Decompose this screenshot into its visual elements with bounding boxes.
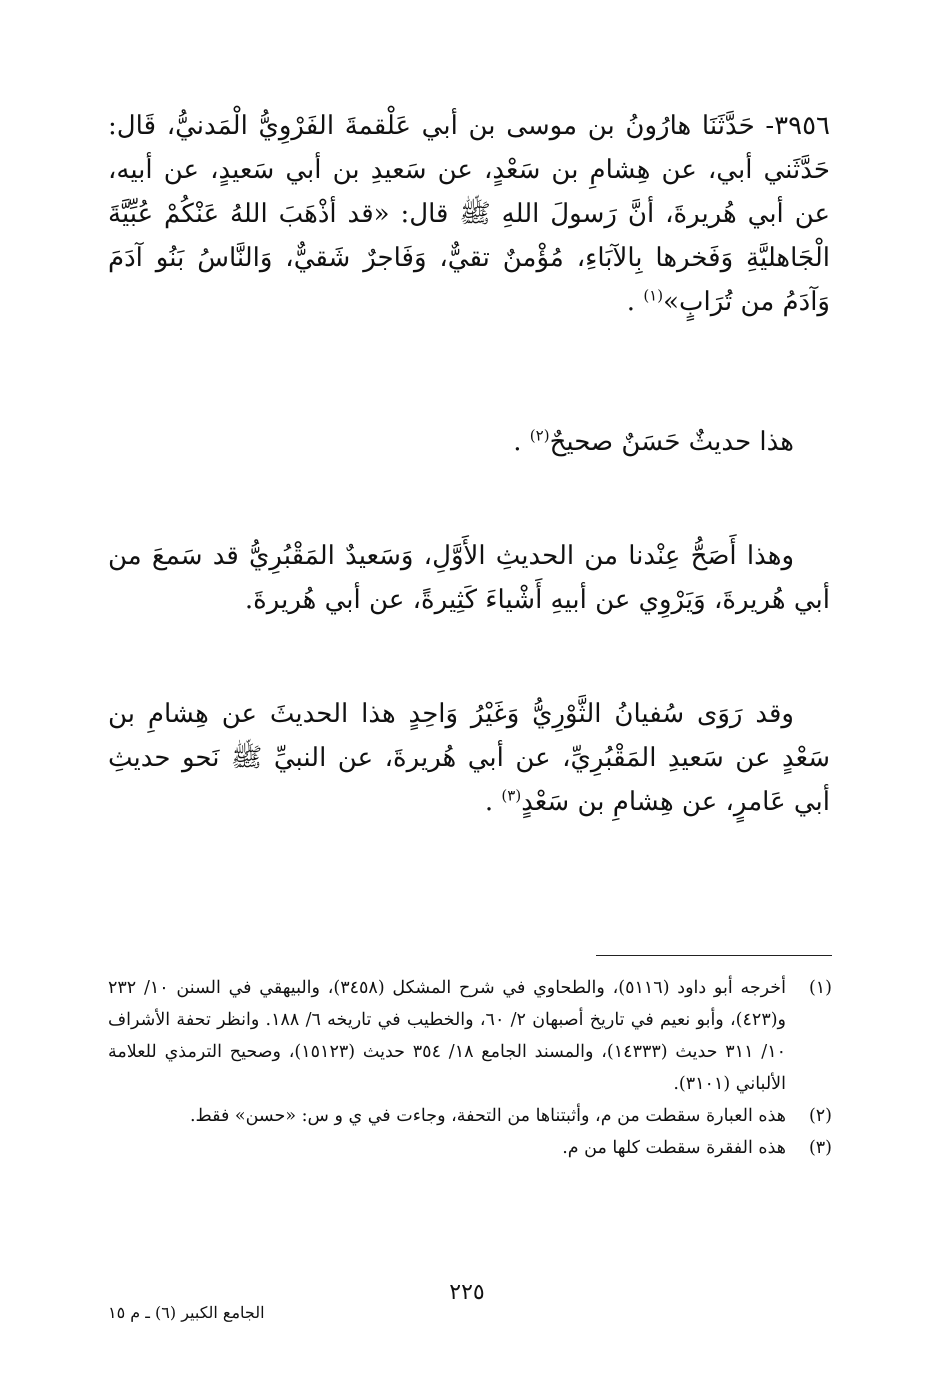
- footnote-ref-1: (١): [643, 286, 664, 305]
- page-number: ٢٢٥: [449, 1280, 485, 1305]
- footnote-item: [108, 972, 832, 1100]
- grading-trailing: .: [513, 427, 530, 457]
- riwaya-trailing: .: [484, 787, 502, 817]
- footnote-number: (١): [808, 978, 832, 998]
- hadith-trailing: .: [626, 287, 644, 317]
- riwaya-paragraph: [108, 692, 830, 824]
- footnote-number: (٣): [808, 1138, 832, 1158]
- grading-text: هذا حديثٌ حَسَنٌ صحيحٌ: [549, 427, 794, 457]
- hadith-text: ٣٩٥٦- حَدَّثَنَا هارُونُ بن موسى بن أبي عَلْقمةَ الفَرْوِيُّ الْمَدنيُّ، قَال: حَدَّثَني أبي، عن هِشامِ بن سَعْدٍ، عن سَعيدِ بن أبي سَعيدٍ، عن أبيه، عن أبي هُريرةَ، أنَّ رَسولَ اللهِ ﷺ قال: «قد أذْهَبَ اللهُ عَنْكُمْ عُبِّيَّةَ الْجَاهليَّةِ وَفَخرها بِالآبَاءِ، مُؤْمنٌ تقيٌّ، وَفَاجرٌ شَقيٌّ، وَالنَّاسُ بَنُو آدَمَ وَآدَمُ من تُرَابٍ»: [108, 111, 830, 317]
- riwaya-text: وقد رَوَى سُفيانُ الثَّوْرِيُّ وَغَيْرُ وَاحِدٍ هذا الحديثَ عن هِشامِ بن سَعْدٍ عن سَعيدِ المَقْبُرِيِّ، عن أبي هُريرةَ، عن النبيِّ ﷺ نَحو حديثِ أبي عَامرٍ، عن هِشامِ بن سَعْدٍ: [108, 699, 830, 817]
- footnote-text: هذه العبارة سقطت من م، وأثبتناها من التحفة، وجاءت في ي و س: «حسن» فقط.: [189, 1106, 786, 1126]
- footnote-item: [108, 1132, 832, 1164]
- footnote-ref-2: (٢): [529, 426, 550, 445]
- book-signature: الجامع الكبير (٦) ـ م ١٥: [108, 1303, 265, 1322]
- footnote-item: [108, 1100, 832, 1132]
- footnotes-section: [108, 972, 832, 1164]
- grading-paragraph: [108, 420, 830, 464]
- footnote-text: أخرجه أبو داود (٥١١٦)، والطحاوي في شرح المشكل (٣٤٥٨)، والبيهقي في السنن ١٠/ ٢٣٢ و(٤٢٣)، وأبو نعيم في تاريخ أصبهان ٢/ ٦٠، والخطيب في تاريخه ٦/ ١٨٨. وانظر تحفة الأشراف ١٠/ ٣١١ حديث (١٤٣٣٣)، والمسند الجامع ١٨/ ٣٥٤ حديث (١٥١٢٣)، وصحيح الترمذي للعلامة الألباني (٣١٠١).: [108, 978, 787, 1094]
- hadith-paragraph: [108, 104, 830, 324]
- note-paragraph: [108, 534, 830, 622]
- footnote-ref-3: (٣): [501, 786, 522, 805]
- footnote-text: هذه الفقرة سقطت كلها من م.: [562, 1138, 786, 1158]
- note-text: وهذا أَصَحُّ عِنْدنا من الحديثِ الأَوَّلِ، وَسَعيدٌ المَقْبُرِيُّ قد سَمعَ من أبي هُريرةَ، وَيَرْوِي عن أبيهِ أَشْياءَ كَثِيرةً، عن أبي هُريرةَ.: [108, 541, 830, 615]
- footnote-number: (٢): [808, 1106, 832, 1126]
- footnote-separator: [596, 955, 832, 956]
